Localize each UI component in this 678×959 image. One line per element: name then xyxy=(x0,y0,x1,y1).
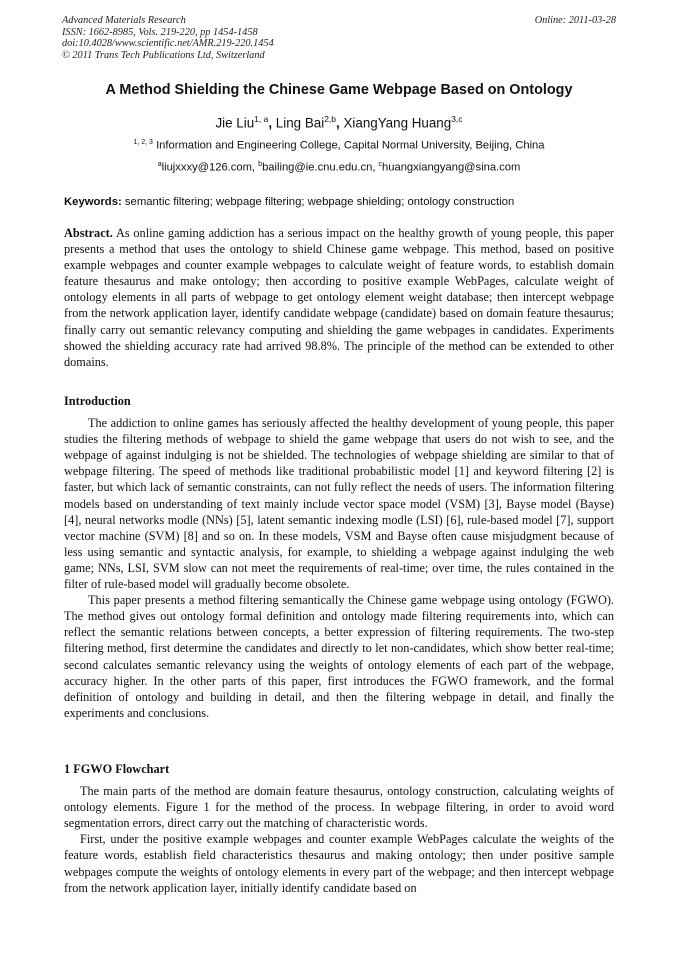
author-name: Ling Bai xyxy=(275,115,325,131)
paper-title: A Method Shielding the Chinese Game Webpage Based on Ontology xyxy=(105,82,573,98)
author-list xyxy=(40,114,638,130)
abstract-label: Abstract. xyxy=(64,226,113,240)
author-name: XiangYang Huang xyxy=(343,115,452,131)
email-address: liujxxxy@126.com, xyxy=(161,161,259,174)
affiliation xyxy=(40,139,638,152)
email-superscript: a xyxy=(157,161,162,168)
email-superscript: b xyxy=(258,161,263,168)
affiliation-text: Information and Engineering College, Capital Normal University, Beijing, China xyxy=(156,139,545,152)
journal-name: Advanced Materials Research xyxy=(62,15,186,26)
keywords-label: Keywords: xyxy=(64,196,122,208)
intro-paragraph-1: The addiction to online games has seriously affected the healthy development of young people, this paper studies the filtering methods of webpage to shield the game webpage that users do not wish to see, and the webpage of against indulging is not be shielded. The technologies of webpage shielding are similar to that of webpage filtering. The speed of methods like traditional probabilistic model [1] and keyword filtering [2] is faster, but which lack of semantic constraints, can not fully reflect the needs of users. The information filtering models based on understanding of text mainly include vector space model (VSM) [3], Bayse model (Bayse) [4], neural networks modle (NNs) [5], latent semantic indexing modle (LSI) [6], rule-based model [7], support vector machine (SVM) [8] and so on. In these models, VSM and Bayse often cause misjudgment because of less using semantic and syntactic analysis, for example, to shielding a webpage against indulging the web game; NNs, LSI, SVM slow can not meet the requirements of real-time; over time, the rules contained in the filter of rule-based model will gradually become obsolete. xyxy=(64,416,614,592)
author-name: Jie Liu xyxy=(215,115,255,131)
email-superscript: c xyxy=(378,161,383,168)
online-date: Online: 2011-03-28 xyxy=(534,15,616,26)
email-address: bailing@ie.cnu.edu.cn, xyxy=(262,161,379,174)
issn-line: ISSN: 1662-8985, Vols. 219-220, pp 1454-1458 xyxy=(62,26,258,38)
abstract xyxy=(64,225,614,370)
email-address: huangxiangyang@sina.com xyxy=(382,161,521,174)
abstract-text: As online gaming addiction has a serious impact on the healthy growth of young people, this paper presents a method that uses the ontology to shield Chinese game webpage. This method, based on positive example webpages and counter example webpages to calculate weight of feature words, to establish domain feature thesaurus and make ontology; then according to positive example WebPages, calculate weight of ontology elements in all parts of webpage to get ontology element weight database; then intercept webpage from the network application layer, identify candidate webpage (candidate) based on domain feature thesaurus; finally carry out semantic relevancy computing and shielding the game webpages in candidates. Experiments showed the shielding accuracy rate had arrived 98.8%. The principle of the method can be extended to other domains. xyxy=(64,226,614,369)
section-heading-fgwo: 1 FGWO Flowchart xyxy=(64,762,170,776)
section1-paragraph-2: First, under the positive example webpages and counter example WebPages calculate the weights of the feature words, establish field characteristics thesaurus and making ontology; then under positive sample webpages compute the weights of ontology elements in every part of the webpage; and then intercept webpage from the network application layer, initially identify candidate based on xyxy=(64,832,614,895)
section-heading-introduction: Introduction xyxy=(64,394,131,408)
keywords-text: semantic filtering; webpage filtering; webpage shielding; ontology construction xyxy=(121,196,515,208)
section1-paragraph-1: The main parts of the method are domain feature thesaurus, ontology construction, calculating weights of ontology elements. Figure 1 for the method of the process. In webpage filtering, in order to avoid word segmentation errors, direct carry out the matching of characteristic words. xyxy=(64,784,614,831)
introduction-section xyxy=(64,393,614,721)
author-superscript: 3,c xyxy=(451,114,463,124)
fgwo-flowchart-section xyxy=(64,761,614,896)
keywords xyxy=(64,196,616,208)
intro-paragraph-2: This paper presents a method filtering semantically the Chinese game webpage using ontology (FGWO). The method gives out ontology formal definition and ontology made filtering requirements into, which can reflect the semantic relations between concepts, a better expression of filtering requirements. The two-step filtering method, first determine the candidates and directly to let non-candidates, which show better real-time; second calculates semantic relevancy using the weights of ontology elements of each part of the webpage, accuracy higher. In the other parts of this paper, first introduces the FGWO framework, and the formal definition of ontology and building in detail, and then the filtering webpage in detail, and finally the experiments and conclusions. xyxy=(64,593,614,720)
author-superscript: 1, a xyxy=(254,114,269,124)
author-emails xyxy=(40,161,638,174)
author-superscript: 2,b xyxy=(324,114,337,124)
doi-line: doi:10.4028/www.scientific.net/AMR.219-220.1454 xyxy=(62,38,274,50)
author-separator: , xyxy=(336,115,344,131)
affiliation-superscript: 1, 2, 3 xyxy=(133,139,153,146)
author-separator: , xyxy=(268,115,276,131)
journal-header xyxy=(62,15,616,61)
copyright-line: © 2011 Trans Tech Publications Ltd, Switzerland xyxy=(62,49,265,61)
